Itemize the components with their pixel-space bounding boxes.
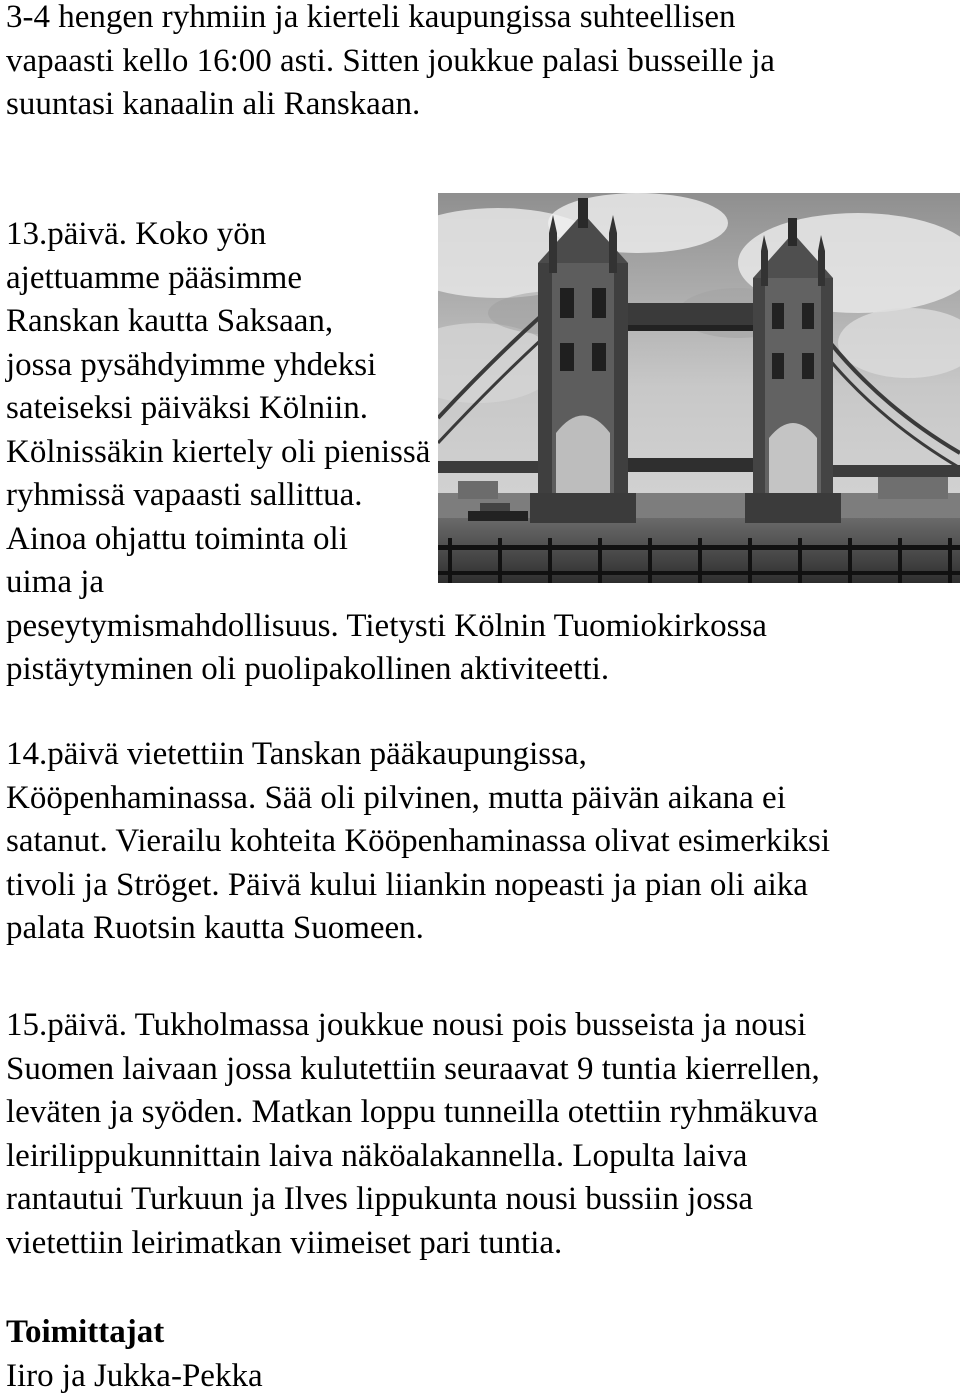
- text-line: vietettiin leirimatkan viimeiset pari tuntia.: [6, 1224, 563, 1261]
- text-line: 13.päivä. Koko yön: [6, 216, 267, 252]
- day15-paragraph: [6, 1004, 960, 1265]
- text-line: jossa pysähdyimme yhdeksi: [6, 346, 377, 383]
- text-line: rantautui Turkuun ja Ilves lippukunta nousi bussiin jossa: [6, 1181, 754, 1217]
- text-line: Suomen laivaan jossa kulutettiin seuraavat 9 tuntia kierrellen,: [6, 1050, 820, 1087]
- editors-section: [6, 1311, 960, 1398]
- text-line: uima ja: [6, 564, 105, 600]
- text-line: 3-4 hengen ryhmiin ja kierteli kaupungissa suhteellisen: [6, 0, 736, 35]
- text-line: tivoli ja Ströget. Päivä kului liiankin nopeasti ja pian oli aika: [6, 866, 808, 903]
- text-line: satanut. Vierailu kohteita Kööpenhaminassa olivat esimerkiksi: [6, 823, 831, 859]
- text-line: Ainoa ohjattu toiminta oli: [6, 520, 348, 557]
- text-line: Ranskan kautta Saksaan,: [6, 303, 334, 339]
- text-line: suuntasi kanaalin ali Ranskaan.: [6, 86, 421, 122]
- text-line: peseytymismahdollisuus. Tietysti Kölnin Tuomiokirkossa: [6, 607, 767, 644]
- text-line: pistäytyminen oli puolipakollinen aktiviteetti.: [6, 651, 610, 687]
- intro-paragraph: [6, 0, 960, 127]
- photo-drawing: [438, 193, 960, 583]
- text-line: Kööpenhaminassa. Sää oli pilvinen, mutta päivän aikana ei: [6, 779, 786, 816]
- text-line: ajettuamme pääsimme: [6, 259, 302, 296]
- text-line: palata Ruotsin kautta Suomeen.: [6, 910, 424, 946]
- day14-paragraph: [6, 733, 960, 951]
- text-line: ryhmissä vapaasti sallittua.: [6, 477, 363, 513]
- tower-bridge-photo: [438, 193, 960, 583]
- text-line: 15.päivä. Tukholmassa joukkue nousi pois busseista ja nousi: [6, 1007, 807, 1043]
- text-line: leväten ja syöden. Matkan loppu tunneilla otettiin ryhmäkuva: [6, 1094, 818, 1130]
- text-line: leirilippukunnittain laiva näköalakannella. Lopulta laiva: [6, 1137, 748, 1174]
- text-line: 14.päivä vietettiin Tanskan pääkaupungissa,: [6, 736, 587, 772]
- text-line: Kölnissäkin kiertely oli pienissä: [6, 433, 431, 470]
- text-line: sateiseksi päiväksi Kölniin.: [6, 390, 369, 426]
- editors-names: Iiro ja Jukka-Pekka: [6, 1357, 263, 1394]
- text-line: vapaasti kello 16:00 asti. Sitten joukkue palasi busseille ja: [6, 42, 775, 79]
- editors-heading: Toimittajat: [6, 1314, 165, 1350]
